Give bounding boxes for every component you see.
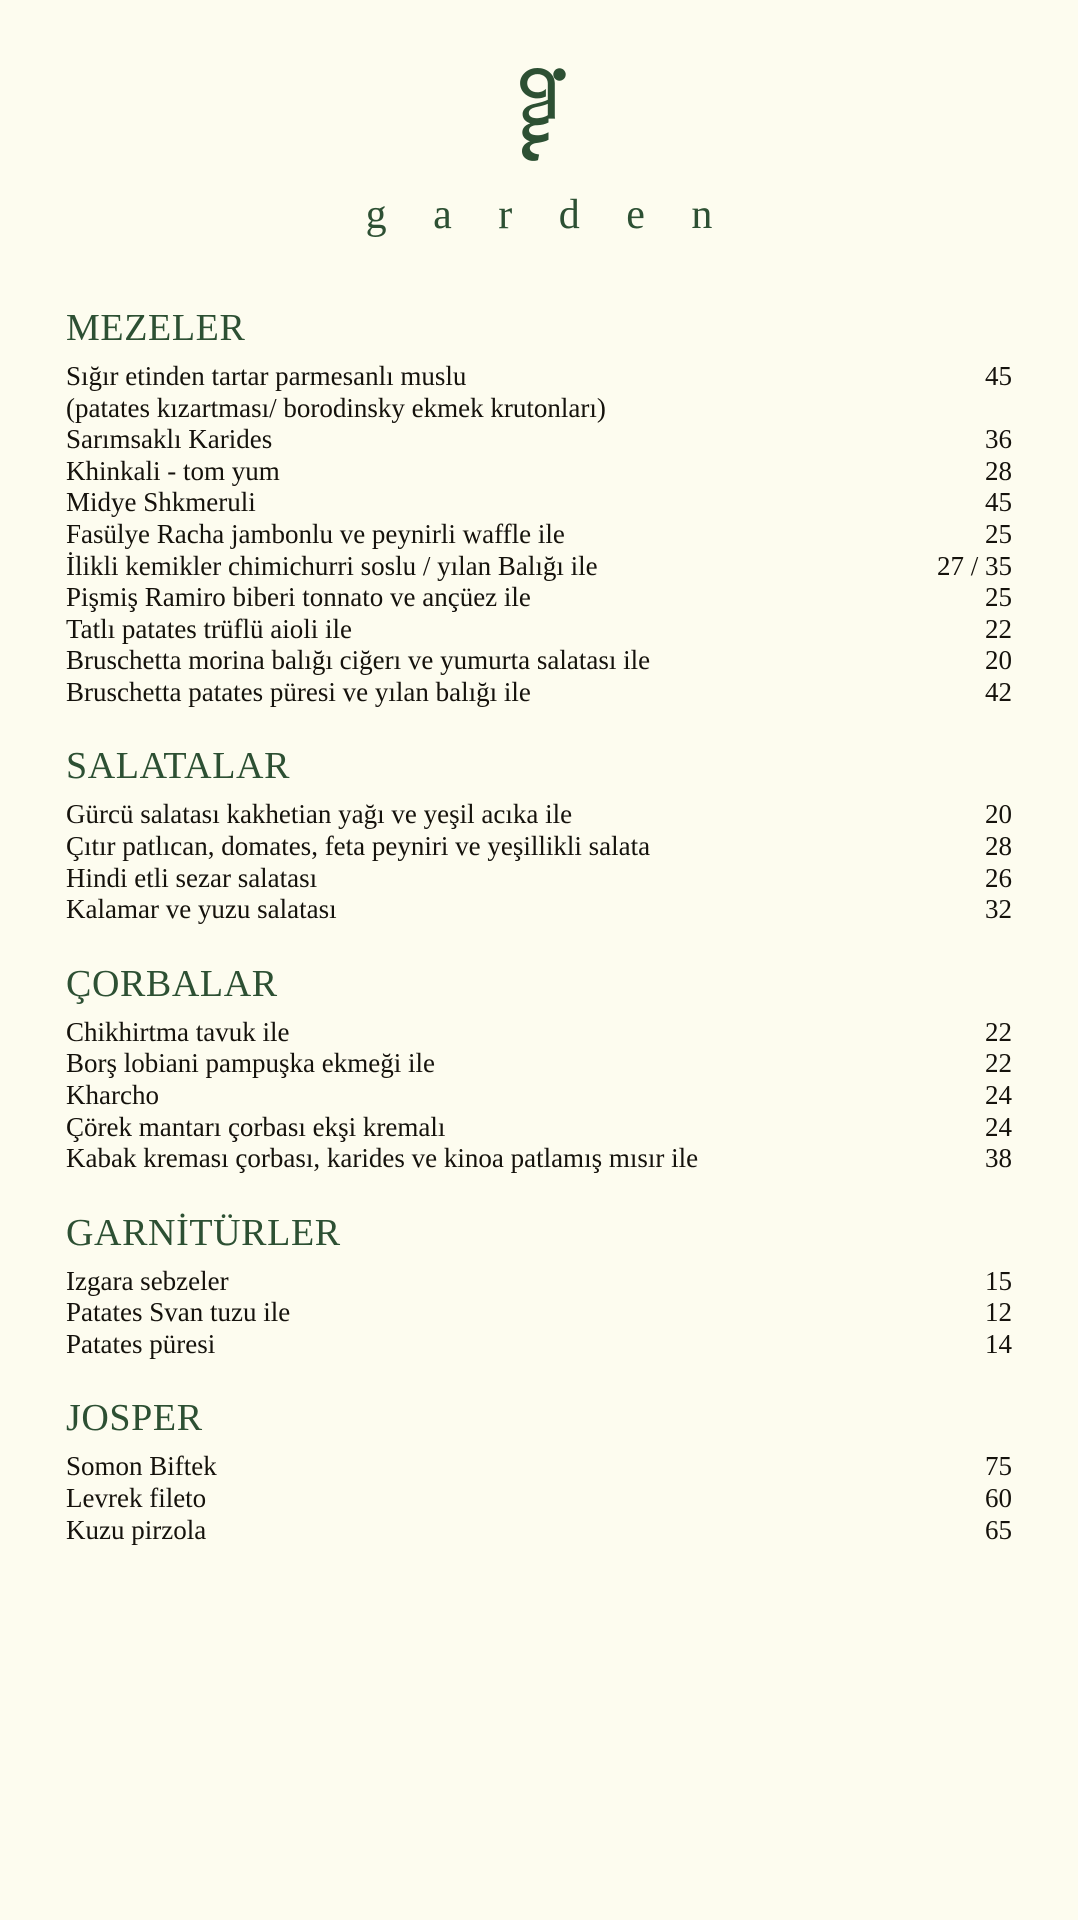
menu-item-text [66,1080,896,1112]
menu-item-name: Fasülye Racha jambonlu ve peynirli waffle ile [66,518,565,549]
menu-item-text [66,424,896,456]
section-items [66,1017,1012,1175]
menu-item-text [66,1017,896,1049]
section-items [66,799,1012,925]
menu-item-price: 36 [985,424,1012,455]
menu-item [66,551,1012,583]
menu-item [66,1017,1012,1049]
menu-item [66,1297,1012,1329]
menu-item-price: 65 [985,1514,1012,1545]
menu-item-name: Kalamar ve yuzu salatası [66,894,337,925]
menu-section-garniturler [66,1213,1012,1361]
menu-item [66,1143,1012,1175]
menu-item-name: Çıtır patlıcan, domates, feta peyniri ve yeşillikli salata [66,831,651,861]
menu-item [66,1451,1012,1483]
menu-item [66,799,1012,831]
section-items [66,1266,1012,1361]
menu-item-name: Kuzu pirzola [66,1514,207,1545]
menu-item-price: 12 [985,1297,1012,1328]
menu-item-price: 28 [985,455,1012,486]
menu-section-salatalar [66,746,1012,925]
section-title: GARNİTÜRLER [66,1211,341,1254]
menu-item-price: 22 [985,1048,1012,1079]
menu-item-name: Sarımsaklı Karides [66,424,273,455]
menu-item-name: İlikli kemikler chimichurri soslu / yılan Balığı ile [66,550,598,581]
brand-name: g a r d e n [365,192,731,238]
menu-item [66,424,1012,456]
menu-item [66,645,1012,677]
menu-section-corbalar [66,964,1012,1175]
section-items [66,361,1012,708]
menu-item-price: 42 [985,676,1012,707]
menu-sections [66,308,1012,1546]
menu-item-text [66,1483,896,1515]
menu-item [66,582,1012,614]
menu-item-text [66,519,896,551]
menu-item-name: Khinkali - tom yum [66,455,280,486]
menu-item [66,677,1012,709]
menu-item-name: Midye Shkmeruli [66,487,256,518]
menu-item-name: Bruschetta patates püresi ve yılan balığı ile [66,676,531,707]
menu-item [66,1329,1012,1361]
menu-item-name: Chikhirtma tavuk ile [66,1016,290,1047]
menu-item-price: 28 [985,831,1012,861]
menu-item-price: 24 [985,1111,1012,1142]
menu-item-name: Hindi etli sezar salatası [66,862,318,893]
menu-item [66,831,1012,863]
menu-item-price: 32 [985,894,1012,925]
menu-item-price: 60 [985,1483,1012,1514]
section-title: SALATALAR [66,745,291,788]
menu-item [66,614,1012,646]
menu-item-price: 26 [985,862,1012,893]
menu-item-name: Patates püresi [66,1328,216,1359]
menu-item-text [66,863,896,895]
menu-item-name: Kharcho [66,1079,159,1110]
section-title: MEZELER [66,307,246,349]
menu-item-name: Kabak kreması çorbası, karides ve kinoa patlamış mısır ile [66,1143,699,1174]
menu-item [66,519,1012,551]
menu-item [66,456,1012,488]
menu-item-price: 22 [985,1016,1012,1047]
menu-item-text [66,799,896,831]
menu-item-name: Bruschetta morina balığı ciğerı ve yumurta salatası ile [66,645,651,676]
menu-item-name: Sığır etinden tartar parmesanlı muslu [66,361,467,392]
menu-item-name: Patates Svan tuzu ile [66,1297,291,1328]
menu-item-price: 45 [985,487,1012,518]
menu-item-price: 20 [985,645,1012,676]
menu-item-name: Çörek mantarı çorbası ekşi kremalı [66,1111,446,1142]
menu-item-text [66,645,896,677]
menu-item-price: 15 [985,1265,1012,1296]
menu-item-name: Izgara sebzeler [66,1265,229,1296]
menu-item-name: Tatlı patates trüflü aioli ile [66,613,353,644]
garden-g-logo-icon [66,62,1012,172]
menu-item-price: 25 [985,518,1012,549]
menu-item-text [66,677,896,709]
menu-item-price: 25 [985,582,1012,613]
menu-item-text [66,551,896,583]
menu-item-name: Levrek fileto [66,1483,207,1514]
menu-item-price: 24 [985,1079,1012,1110]
menu-item-name: Somon Biftek [66,1451,217,1482]
menu-section-josper [66,1398,1012,1546]
menu-item-text [66,456,896,488]
menu-item [66,894,1012,926]
menu-item-text [66,1297,896,1329]
menu-item-price: 38 [985,1143,1012,1174]
section-title: JOSPER [66,1397,203,1440]
menu-item-text [66,1329,896,1361]
menu-item [66,1266,1012,1298]
menu-item [66,1112,1012,1144]
menu-section-mezeler [66,308,1012,708]
brand-header [66,0,1012,236]
menu-item-text [66,582,896,614]
menu-item-text [66,487,896,519]
menu-item-price: 22 [985,613,1012,644]
menu-item [66,487,1012,519]
menu-item [66,863,1012,895]
menu-item-description: (patates kızartması/ borodinsky ekmek krutonları) [66,392,606,423]
menu-item-name: Gürcü salatası kakhetian yağı ve yeşil acıka ile [66,799,573,830]
menu-item-text [66,614,896,646]
menu-item [66,361,1012,424]
menu-item-price: 75 [985,1451,1012,1482]
section-items [66,1451,1012,1546]
menu-item-text [66,1048,896,1080]
menu-item-text [66,1451,896,1483]
menu-item-text [66,1515,896,1547]
menu-item [66,1515,1012,1547]
menu-item-name: Pişmiş Ramiro biberi tonnato ve ançüez ile [66,582,531,613]
menu-item-text [66,1143,896,1175]
menu-item-price: 20 [985,799,1012,830]
menu-item [66,1048,1012,1080]
menu-item-price: 14 [985,1328,1012,1359]
menu-item-text [66,831,896,863]
menu-item-text [66,1112,896,1144]
menu-item [66,1080,1012,1112]
section-title: ÇORBALAR [66,962,278,1005]
menu-item [66,1483,1012,1515]
menu-item-text [66,1266,896,1298]
menu-item-price: 45 [985,361,1012,392]
menu-item-name: Borş lobiani pampuşka ekmeği ile [66,1048,435,1079]
menu-item-price: 27 / 35 [936,550,1012,581]
menu-item-text [66,894,896,926]
menu-item-text [66,361,896,424]
